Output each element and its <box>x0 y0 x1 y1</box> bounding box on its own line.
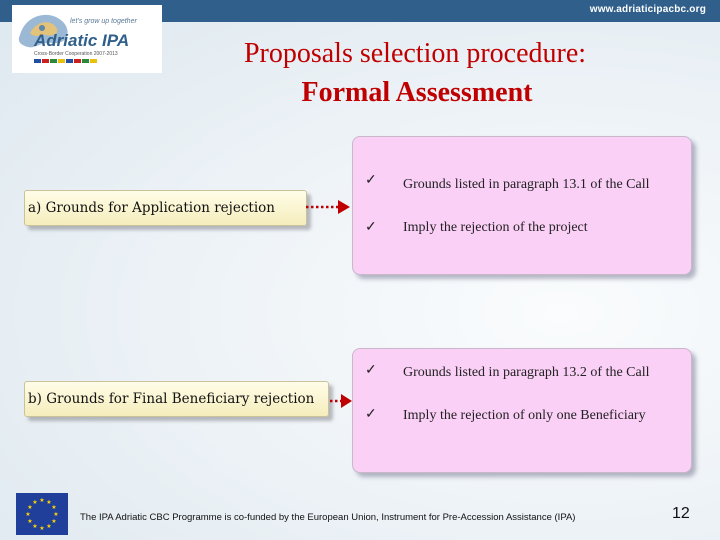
footer-text: The IPA Adriatic CBC Programme is co-funded by the European Union, Instrument for Pre-Accession Assistance (IPA) <box>80 512 576 523</box>
application-rejection-label: a) Grounds for Application rejection <box>24 190 307 226</box>
svg-text:Adriatic IPA: Adriatic IPA <box>34 31 130 50</box>
website-url[interactable]: www.adriaticipacbc.org <box>589 4 706 15</box>
check-icon: ✓ <box>365 220 377 235</box>
svg-text:★: ★ <box>51 518 57 525</box>
svg-text:Cross-Border Cooperation 2007-: Cross-Border Cooperation 2007-2013 <box>34 51 118 57</box>
svg-text:★: ★ <box>32 499 38 506</box>
svg-text:★: ★ <box>25 511 31 518</box>
page-number: 12 <box>672 505 690 522</box>
dotted-arrow-icon <box>304 195 352 219</box>
svg-text:let’s grow up together: let’s grow up together <box>70 18 137 25</box>
check-icon: ✓ <box>365 363 377 378</box>
slide-title-line1: Proposals selection procedure: <box>243 38 587 69</box>
slide-title-line2: Formal Assessment <box>301 77 533 108</box>
detail-item: Imply the rejection of the project <box>403 220 588 235</box>
svg-text:★: ★ <box>39 525 45 532</box>
check-icon: ✓ <box>365 407 377 422</box>
svg-text:★: ★ <box>27 504 33 511</box>
svg-text:★: ★ <box>27 518 33 525</box>
application-rejection-details <box>352 136 692 275</box>
svg-text:★: ★ <box>32 523 38 530</box>
final-beneficiary-rejection-details <box>352 348 692 473</box>
dotted-arrow-icon <box>328 390 354 412</box>
svg-text:★: ★ <box>46 499 52 506</box>
check-icon: ✓ <box>365 173 377 188</box>
eu-flag-icon <box>16 493 68 535</box>
detail-item: Grounds listed in paragraph 13.1 of the Call <box>403 177 650 192</box>
svg-text:★: ★ <box>39 497 45 504</box>
svg-text:★: ★ <box>51 504 57 511</box>
detail-item: Grounds listed in paragraph 13.2 of the Call <box>403 365 650 380</box>
final-beneficiary-rejection-label: b) Grounds for Final Beneficiary rejection <box>24 381 329 417</box>
detail-item: Imply the rejection of only one Beneficiary <box>403 408 646 423</box>
svg-text:★: ★ <box>53 511 59 518</box>
svg-text:★: ★ <box>46 523 52 530</box>
